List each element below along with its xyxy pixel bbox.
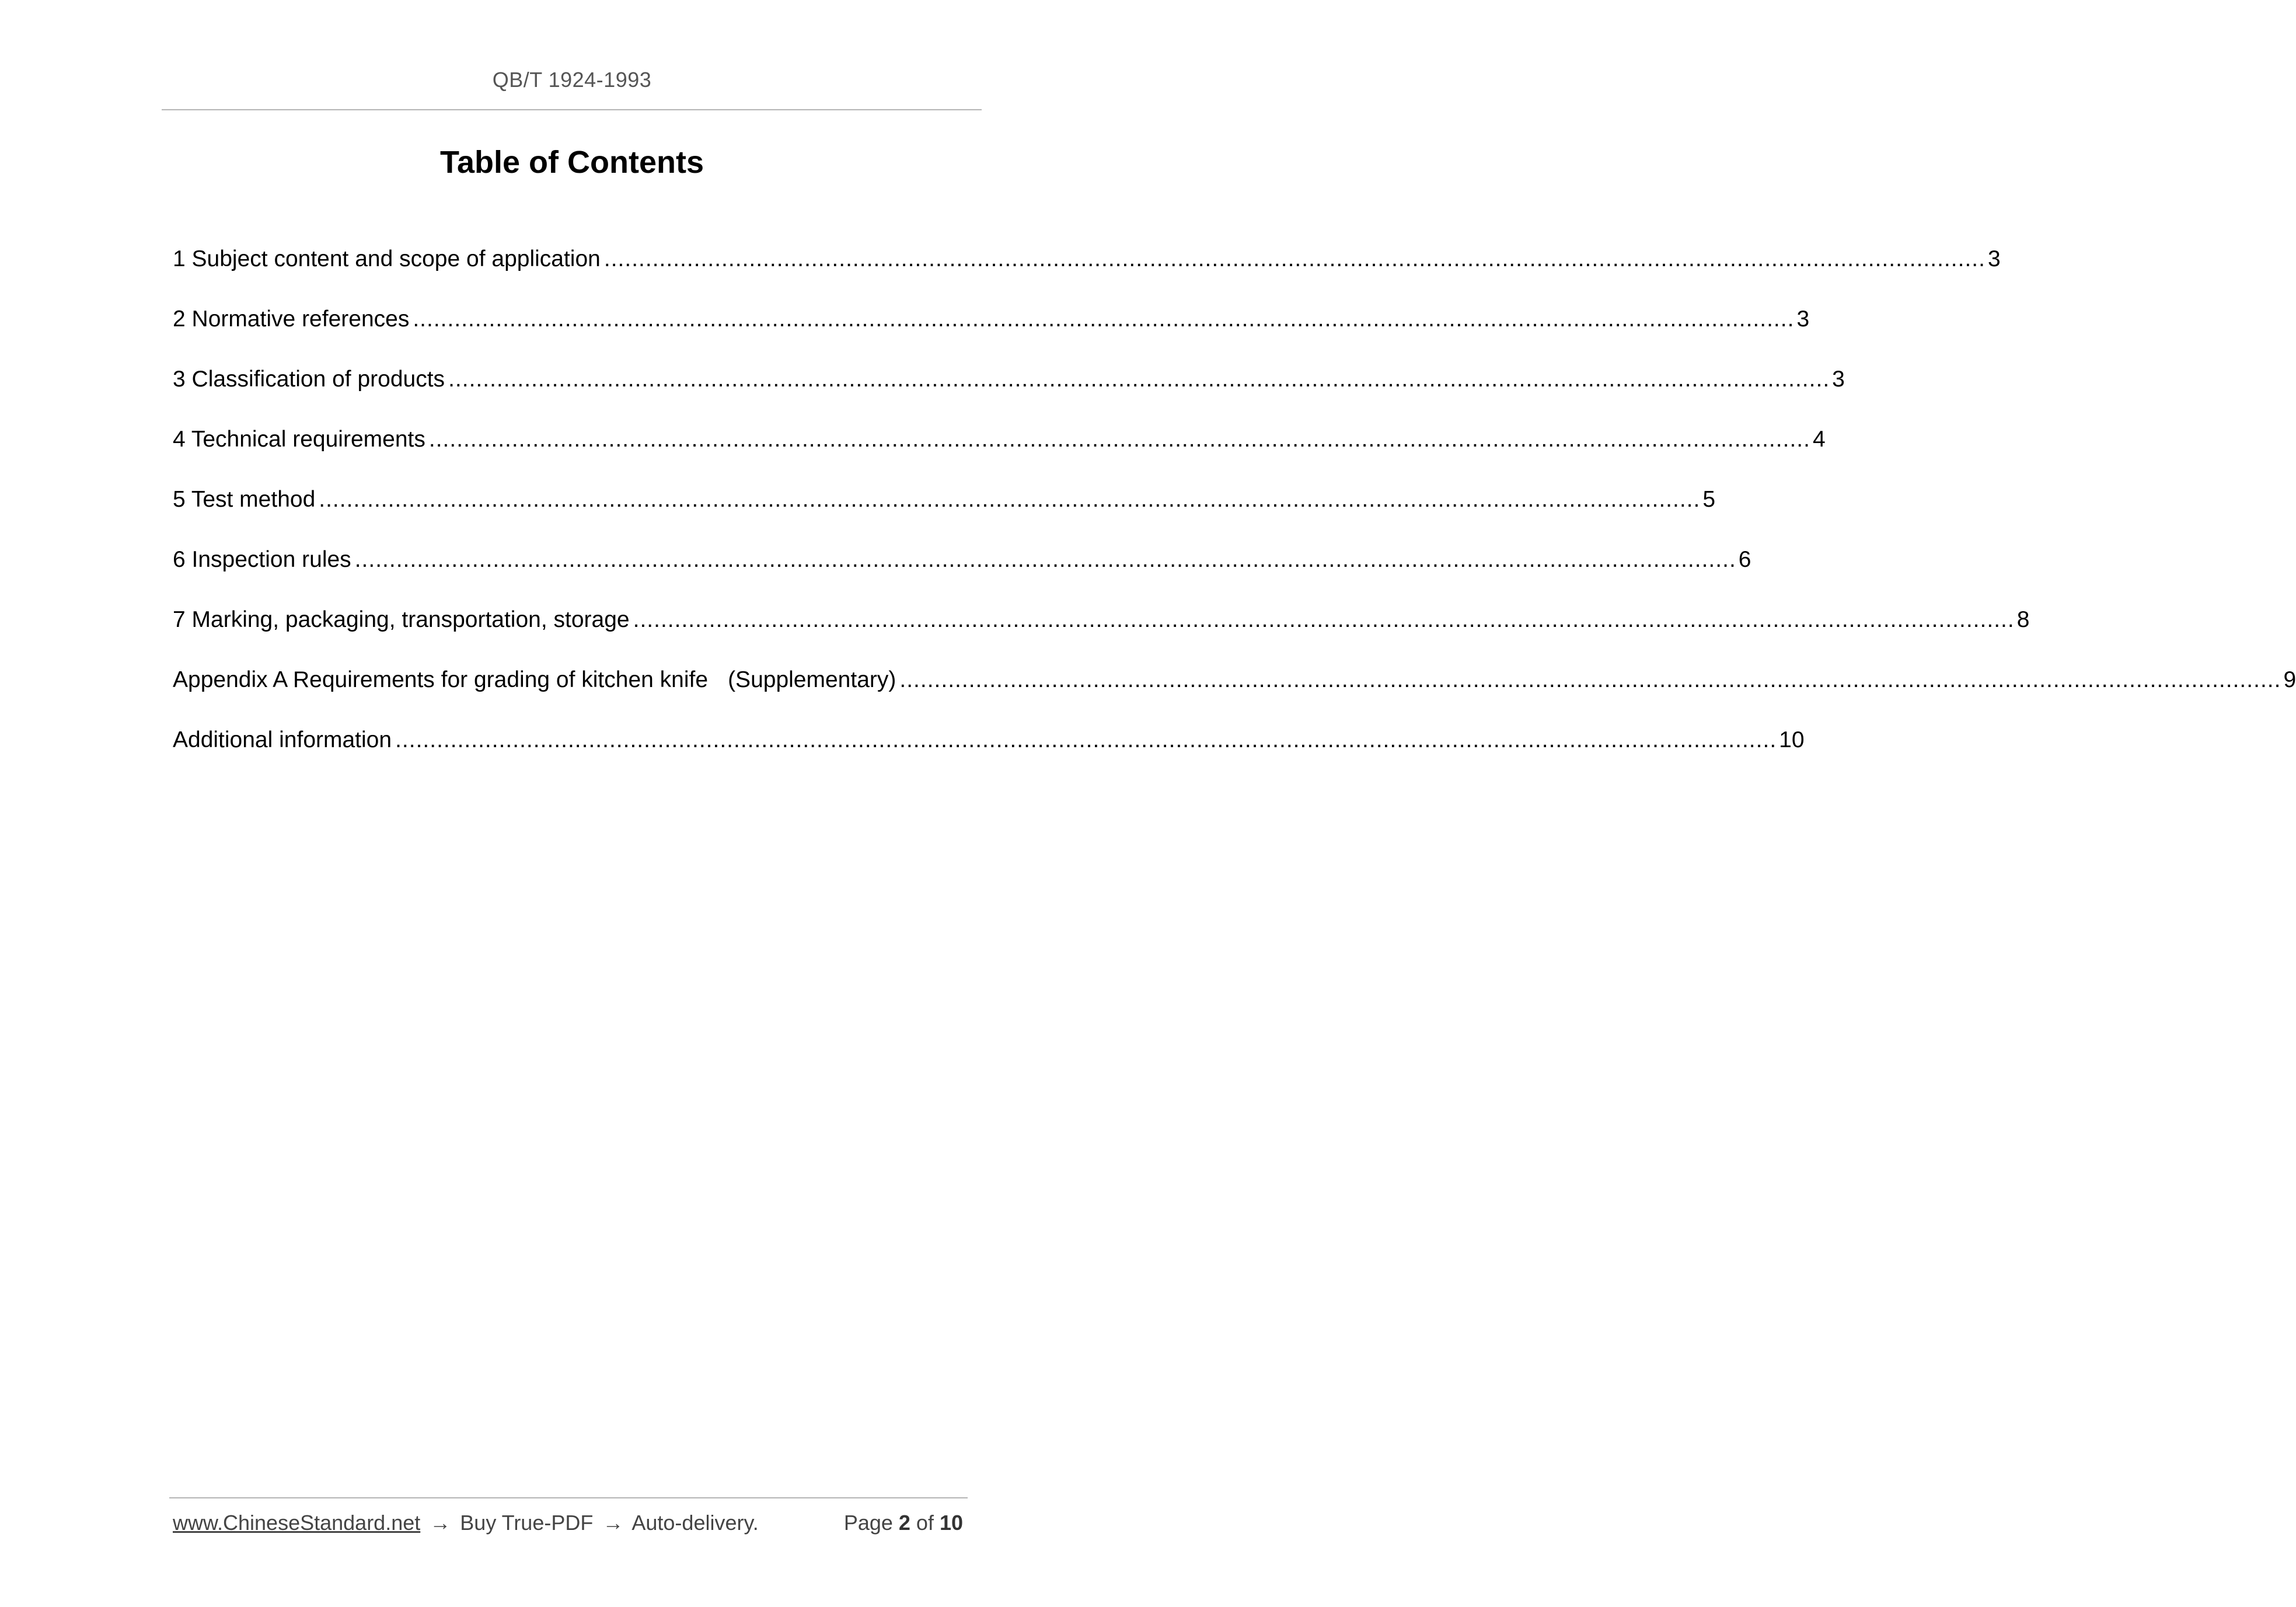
toc-entry-page: 3 — [1832, 367, 1845, 392]
footer-step-buy: Buy True-PDF — [460, 1511, 594, 1535]
table-of-contents — [173, 240, 2296, 782]
toc-entry-3[interactable] — [173, 361, 1845, 421]
toc-leader-dots: ........................................................................................................................................................................................................ — [319, 487, 1701, 512]
page-indicator — [844, 1511, 963, 1535]
toc-entry-2[interactable] — [173, 301, 1810, 361]
website-link[interactable]: www.ChineseStandard.net — [173, 1511, 421, 1535]
toc-entry-label: 3 Classification of products — [173, 367, 445, 392]
toc-entry-label-group — [173, 661, 899, 699]
footer-step-delivery: Auto-delivery. — [631, 1511, 759, 1535]
toc-entry-appendix-a[interactable] — [173, 661, 2296, 721]
document-code: QB/T 1924-1993 — [492, 68, 652, 92]
toc-entry-4[interactable] — [173, 421, 1826, 481]
toc-entry-label: Appendix A Requirements for grading of kitchen knife — [173, 667, 709, 692]
toc-entry-label: 6 Inspection rules — [173, 547, 351, 572]
toc-entry-page: 5 — [1702, 487, 1716, 512]
toc-entry-1[interactable] — [173, 240, 2001, 301]
of-label: of — [916, 1511, 934, 1535]
toc-leader-dots: ........................................................................................................................................................................................................ — [899, 667, 2281, 692]
toc-entry-label: 5 Test method — [173, 487, 316, 512]
toc-entry-label: 2 Normative references — [173, 306, 410, 332]
toc-leader-dots: ........................................................................................................................................................................................................ — [448, 367, 1830, 392]
toc-entry-label: 4 Technical requirements — [173, 427, 425, 452]
toc-leader-dots: ........................................................................................................................................................................................................ — [354, 547, 1736, 572]
toc-entry-page: 9 — [2283, 667, 2296, 692]
toc-entry-page: 3 — [1987, 246, 2001, 271]
page-label: Page — [843, 1511, 893, 1535]
toc-leader-dots: ........................................................................................................................................................................................................ — [428, 427, 1810, 452]
toc-title: Table of Contents — [440, 145, 704, 180]
toc-entry-page: 10 — [1779, 727, 1805, 752]
toc-entry-page: 8 — [2016, 607, 2030, 632]
page-footer — [173, 1511, 966, 1535]
toc-leader-dots: ........................................................................................................................................................................................................ — [395, 727, 1777, 752]
footer-divider — [169, 1497, 968, 1498]
toc-entry-additional-information[interactable] — [173, 721, 1805, 782]
header-divider — [162, 109, 982, 110]
right-arrow-icon: → — [602, 1511, 624, 1535]
toc-entry-label-suffix: (Supplementary) — [728, 667, 896, 692]
toc-entry-label: Additional information — [173, 727, 392, 752]
toc-entry-6[interactable] — [173, 541, 1751, 601]
toc-leader-dots: ........................................................................................................................................................................................................ — [603, 246, 1986, 271]
toc-entry-label: 7 Marking, packaging, transportation, storage — [173, 607, 630, 632]
toc-entry-page: 4 — [1812, 427, 1826, 452]
total-pages-number: 10 — [939, 1511, 963, 1535]
current-page-number: 2 — [898, 1511, 910, 1535]
toc-entry-page: 3 — [1796, 306, 1810, 332]
toc-leader-dots: ........................................................................................................................................................................................................ — [633, 607, 2015, 632]
toc-entry-page: 6 — [1738, 547, 1751, 572]
right-arrow-icon: → — [430, 1511, 451, 1535]
toc-entry-7[interactable] — [173, 601, 2030, 661]
toc-entry-label: 1 Subject content and scope of application — [173, 246, 601, 271]
toc-leader-dots: ........................................................................................................................................................................................................ — [413, 306, 1795, 332]
toc-entry-5[interactable] — [173, 481, 1716, 541]
